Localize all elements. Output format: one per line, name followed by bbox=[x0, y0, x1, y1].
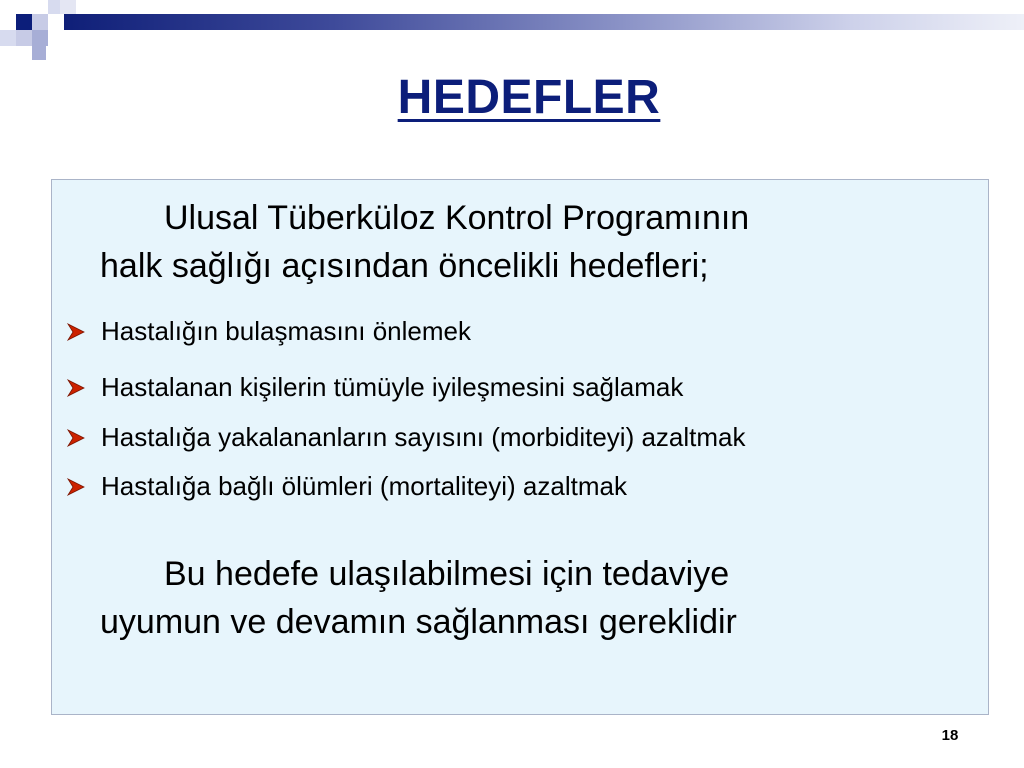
list-item-label: Hastalanan kişilerin tümüyle iyileşmesini sağlamak bbox=[101, 372, 684, 402]
decorative-square bbox=[60, 0, 76, 14]
intro-line-2: halk sağlığı açısından öncelikli hedefleri; bbox=[100, 247, 709, 285]
closing-line-2: uyumun ve devamın sağlanması gereklidir bbox=[100, 603, 737, 641]
header-gradient-bar bbox=[64, 14, 1024, 30]
decorative-square bbox=[16, 14, 32, 30]
decorative-square bbox=[0, 30, 16, 46]
list-item-label: Hastalığa yakalananların sayısını (morbiditeyi) azaltmak bbox=[101, 422, 746, 452]
intro-paragraph bbox=[100, 194, 960, 290]
closing-line-1: Bu hedefe ulaşılabilmesi için tedaviye bbox=[164, 555, 730, 593]
arrow-bullet-icon bbox=[66, 322, 86, 342]
decorative-square bbox=[32, 46, 46, 60]
arrow-bullet-icon bbox=[66, 428, 86, 448]
decorative-square bbox=[32, 14, 48, 30]
arrow-bullet-icon bbox=[66, 378, 86, 398]
list-item-label: Hastalığa bağlı ölümleri (mortaliteyi) azaltmak bbox=[101, 471, 627, 501]
list-item bbox=[66, 313, 966, 349]
decorative-square bbox=[16, 30, 32, 46]
page-title: HEDEFLER bbox=[397, 71, 661, 124]
decorative-square bbox=[32, 30, 48, 46]
content-box bbox=[51, 179, 989, 715]
closing-paragraph bbox=[100, 550, 960, 646]
list-item bbox=[66, 419, 966, 455]
arrow-bullet-icon bbox=[66, 477, 86, 497]
intro-line-1: Ulusal Tüberküloz Kontrol Programının bbox=[164, 199, 750, 237]
list-item bbox=[66, 369, 966, 405]
list-item-label: Hastalığın bulaşmasını önlemek bbox=[101, 316, 471, 346]
page-number: 18 bbox=[941, 727, 959, 744]
list-item bbox=[66, 468, 966, 504]
